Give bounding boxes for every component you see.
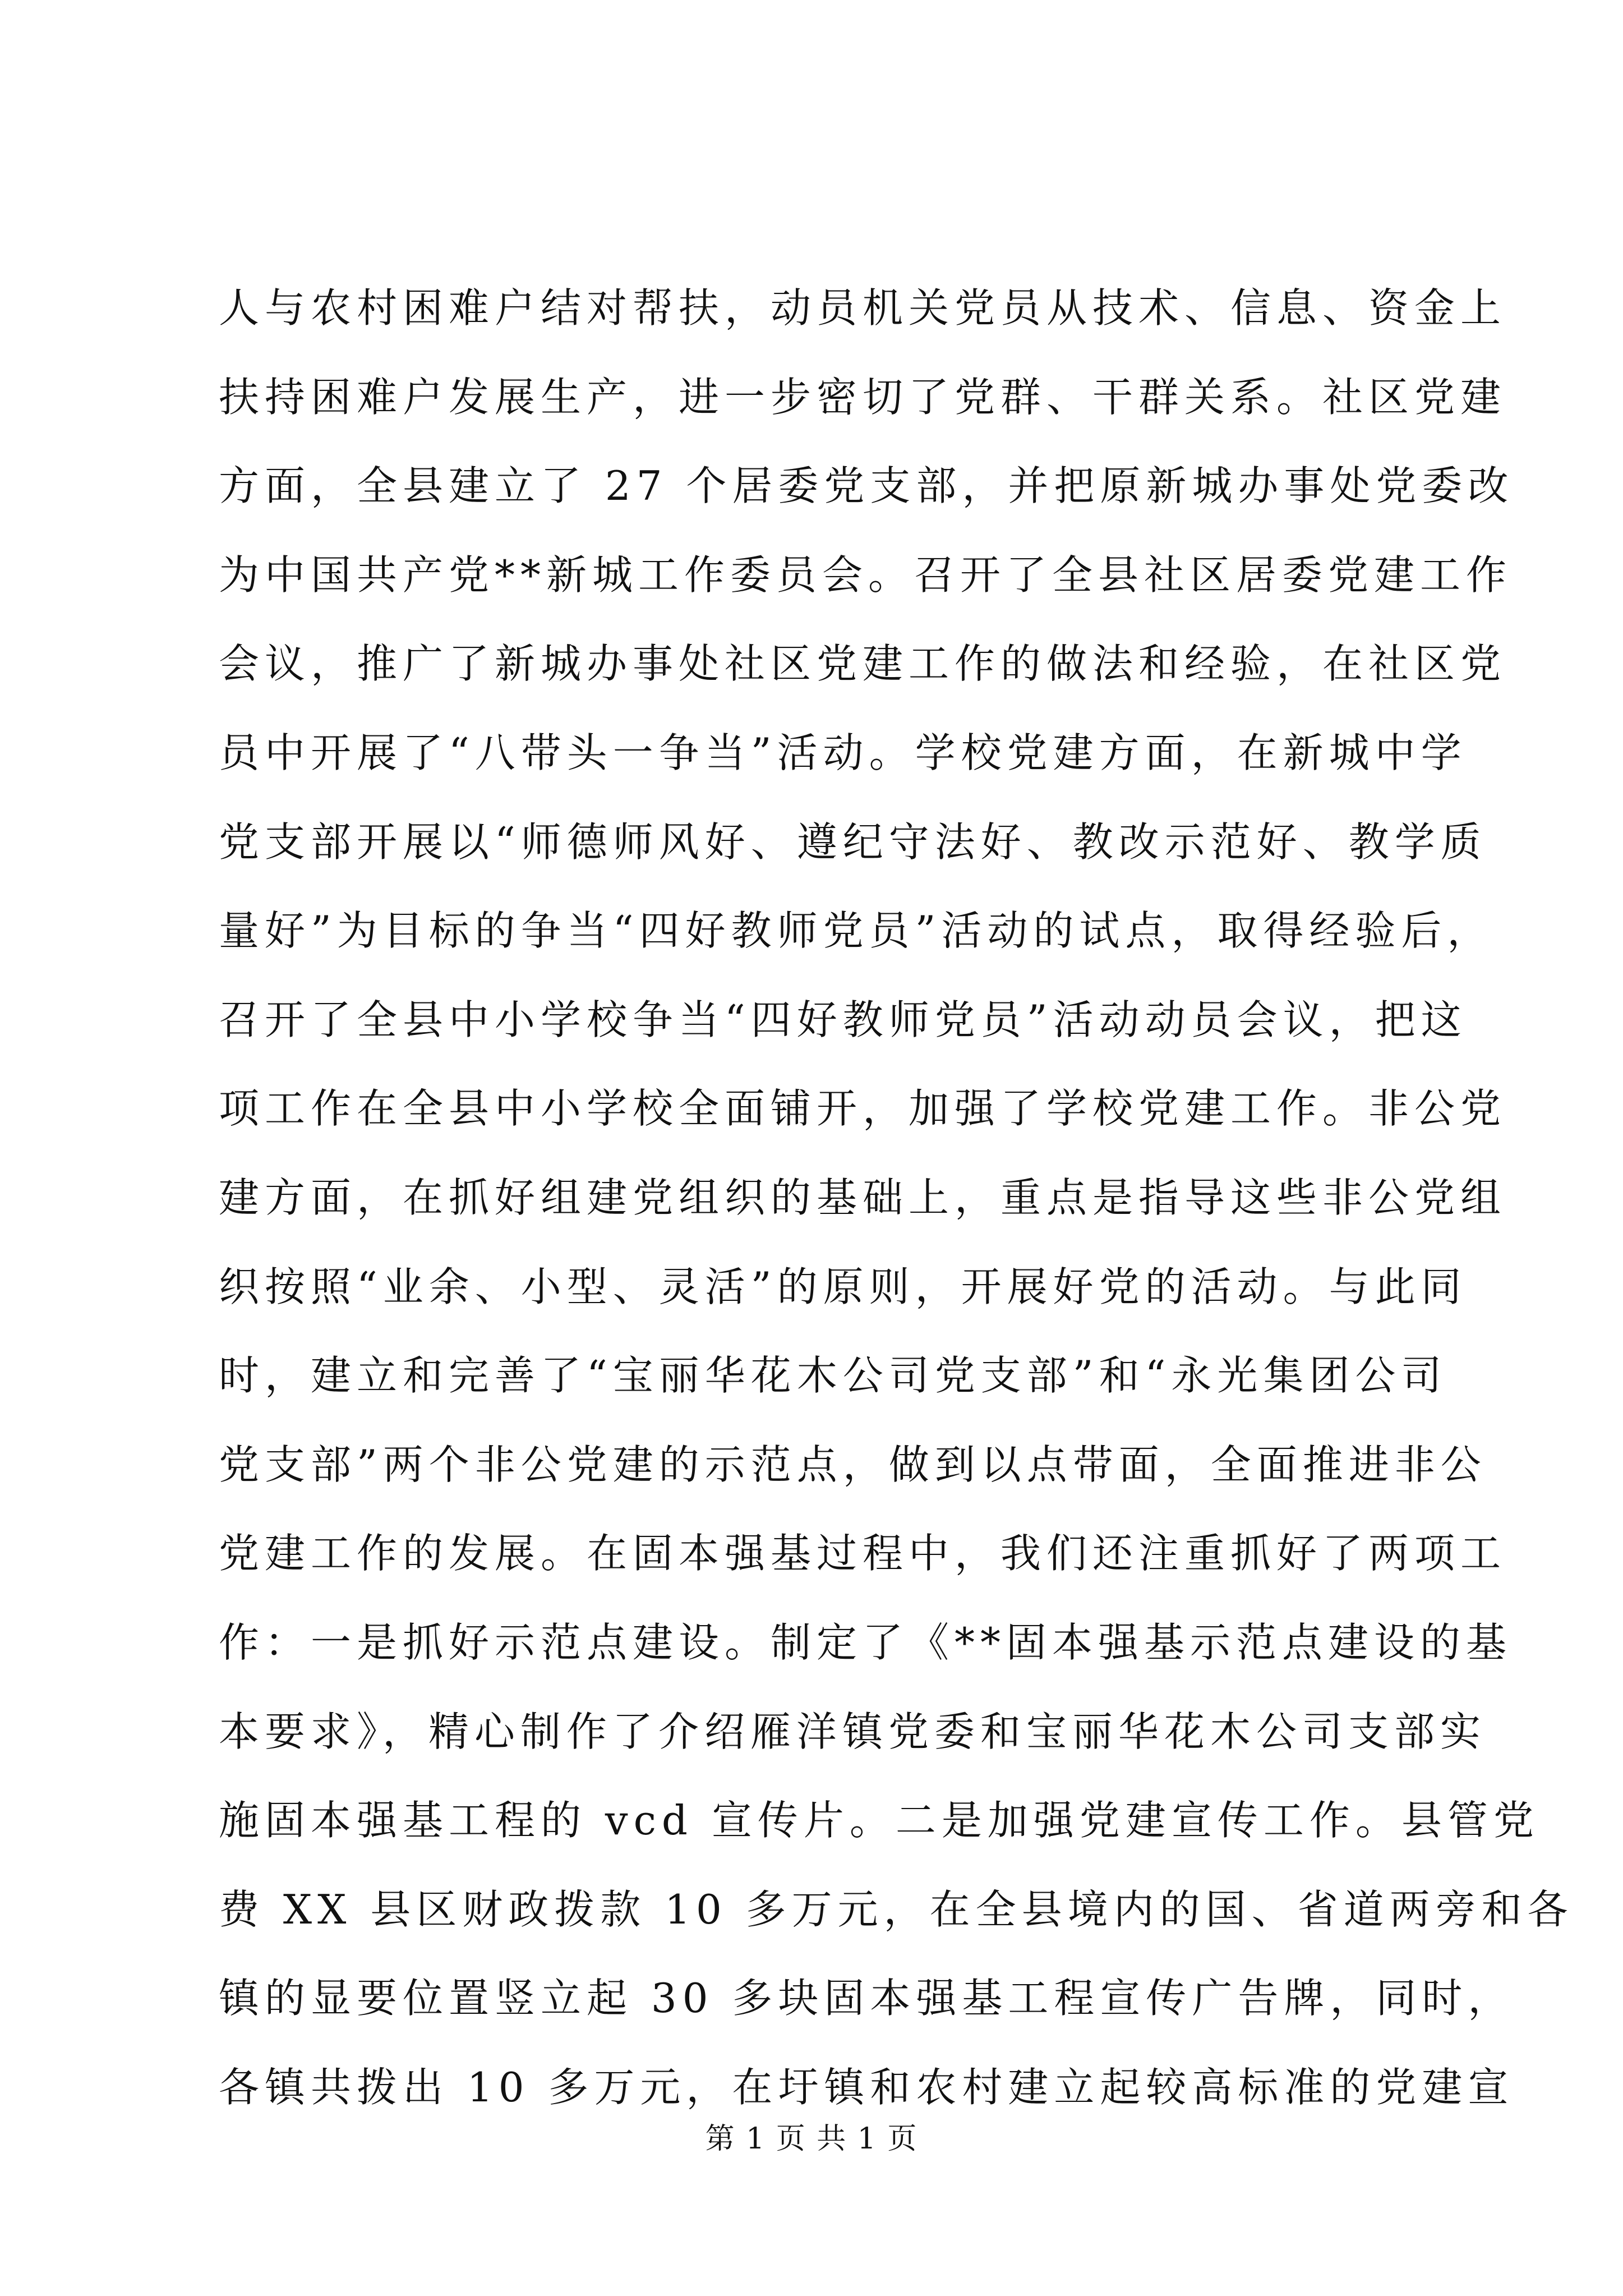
text-line-18: 施固本强基工程的 vcd 宣传片。二是加强党建宣传工作。县管党 <box>219 1797 1539 1844</box>
text-line-1: 人与农村困难户结对帮扶，动员机关党员从技术、信息、资金上 <box>219 284 1507 332</box>
text-line-15: 党建工作的发展。在固本强基过程中，我们还注重抓好了两项工 <box>219 1530 1507 1577</box>
text-line-14: 党支部”两个非公党建的示范点，做到以点带面，全面推进非公 <box>219 1441 1487 1488</box>
text-line-11: 建方面，在抓好组建党组织的基础上，重点是指导这些非公党组 <box>219 1174 1507 1221</box>
text-line-20: 镇的显要位置竖立起 30 多块固本强基工程宣传广告牌，同时， <box>219 1975 1514 2022</box>
page-footer: 第 1 页 共 1 页 <box>705 2122 918 2156</box>
text-line-8: 量好”为目标的争当“四好教师党员”活动的试点，取得经验后， <box>219 907 1493 955</box>
text-line-16: 作：一是抓好示范点建设。制定了《**固本强基示范点建设的基 <box>219 1618 1513 1666</box>
text-line-12: 织按照“业余、小型、灵活”的原则，开展好党的活动。与此同 <box>219 1263 1467 1310</box>
text-line-19: 费 XX 县区财政拨款 10 多万元，在全县境内的国、省道两旁和各 <box>219 1885 1574 1933</box>
body-paragraph <box>219 264 1574 2132</box>
text-line-7: 党支部开展以“师德师风好、遵纪守法好、教改示范好、教学质 <box>219 818 1487 866</box>
text-line-2: 扶持困难户发展生产，进一步密切了党群、干群关系。社区党建 <box>219 373 1507 421</box>
text-line-21: 各镇共拨出 10 多万元，在圩镇和农村建立起较高标准的党建宣 <box>219 2063 1514 2111</box>
text-line-13: 时，建立和完善了“宝丽华花木公司党支部”和“永光集团公司 <box>219 1352 1447 1400</box>
text-line-9: 召开了全县中小学校争当“四好教师党员”活动动员会议，把这 <box>219 996 1467 1043</box>
text-line-10: 项工作在全县中小学校全面铺开，加强了学校党建工作。非公党 <box>219 1085 1507 1133</box>
text-line-6: 员中开展了“八带头一争当”活动。学校党建方面，在新城中学 <box>219 729 1467 776</box>
text-line-17: 本要求》，精心制作了介绍雁洋镇党委和宝丽华花木公司支部实 <box>219 1708 1487 1755</box>
text-line-5: 会议，推广了新城办事处社区党建工作的做法和经验，在社区党 <box>219 640 1507 688</box>
text-line-3: 方面，全县建立了 27 个居委党支部，并把原新城办事处党委改 <box>219 462 1514 510</box>
text-line-4: 为中国共产党**新城工作委员会。召开了全县社区居委党建工作 <box>219 551 1513 599</box>
